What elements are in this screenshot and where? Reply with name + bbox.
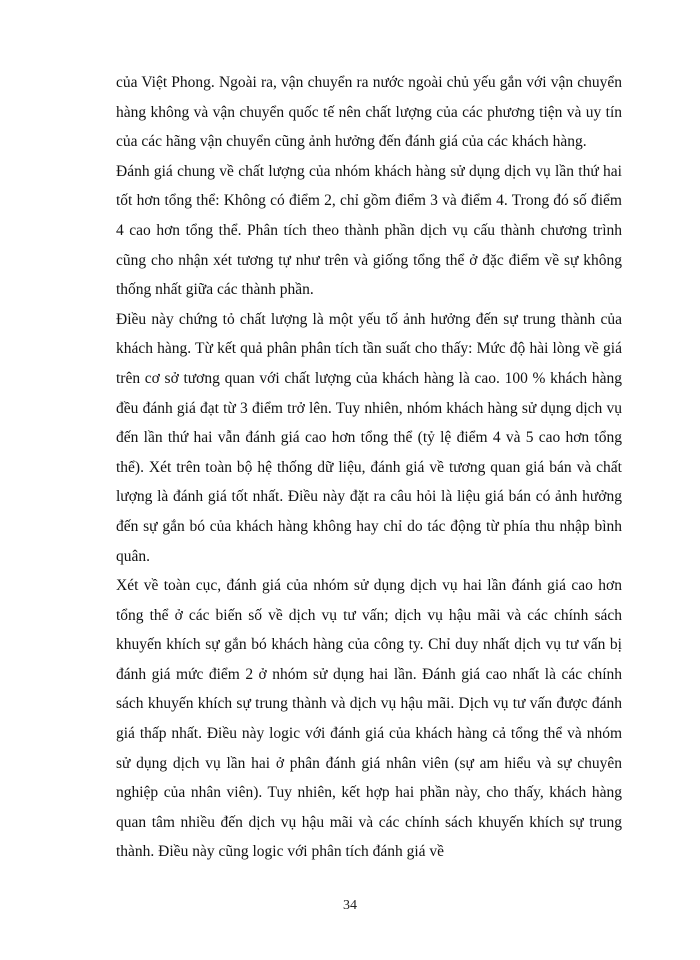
page-number: 34 xyxy=(343,898,357,913)
body-text xyxy=(116,68,622,867)
paragraph-3: Điều này chứng tỏ chất lượng là một yếu tố ảnh hưởng đến sự trung thành của khách hàng. Từ kết quả phân phân tích tần suất cho thấy: Mức độ hài lòng về giá trên cơ sở tương quan với chất lượng của khách hàng là cao. 100 % khách hàng đều đánh giá đạt từ 3 điểm trở lên. Tuy nhiên, nhóm khách hàng sử dụng dịch vụ đến lần thứ hai vẫn đánh giá cao hơn tổng thể (tỷ lệ điểm 4 và 5 cao hơn tổng thể). Xét trên toàn bộ hệ thống dữ liệu, đánh giá về tương quan giá bán và chất lượng là đánh giá tốt nhất. Điều này đặt ra câu hỏi là liệu giá bán có ảnh hưởng đến sự gắn bó của khách hàng không hay chỉ do tác động từ phía thu nhập bình quân. xyxy=(116,310,622,565)
paragraph-2: Đánh giá chung về chất lượng của nhóm khách hàng sử dụng dịch vụ lần thứ hai tốt hơn tổng thể: Không có điểm 2, chỉ gồm điểm 3 và điểm 4. Trong đó số điểm 4 cao hơn tổng thể. Phân tích theo thành phần dịch vụ cấu thành chương trình cũng cho nhận xét tương tự như trên và giống tổng thể ở đặc điểm về sự không thống nhất giữa các thành phần. xyxy=(116,162,622,299)
paragraph-4: Xét về toàn cục, đánh giá của nhóm sử dụng dịch vụ hai lần đánh giá cao hơn tổng thể ở các biến số về dịch vụ tư vấn; dịch vụ hậu mãi và các chính sách khuyến khích sự gắn bó khách hàng của công ty. Chỉ duy nhất dịch vụ tư vấn bị đánh giá mức điểm 2 ở nhóm sử dụng hai lần. Đánh giá cao nhất là các chính sách khuyến khích sự trung thành và dịch vụ hậu mãi. Dịch vụ tư vấn được đánh giá thấp nhất. Điều này logic với đánh giá của khách hàng cả tổng thể và nhóm sử dụng dịch vụ lần hai ở phân đánh giá nhân viên (sự am hiểu và sự chuyên nghiệp của nhân viên). Tuy nhiên, kết hợp hai phần này, cho thấy, khách hàng quan tâm nhiều đến dịch vụ hậu mãi và các chính sách khuyến khích sự trung thành. Điều này cũng logic với phân tích đánh giá về xyxy=(116,577,622,861)
paragraph-1: của Việt Phong. Ngoài ra, vận chuyển ra nước ngoài chủ yếu gắn với vận chuyển hàng không và vận chuyển quốc tế nên chất lượng của các phương tiện và uy tín của các hãng vận chuyển cũng ảnh hưởng đến đánh giá của các khách hàng. xyxy=(116,74,622,151)
